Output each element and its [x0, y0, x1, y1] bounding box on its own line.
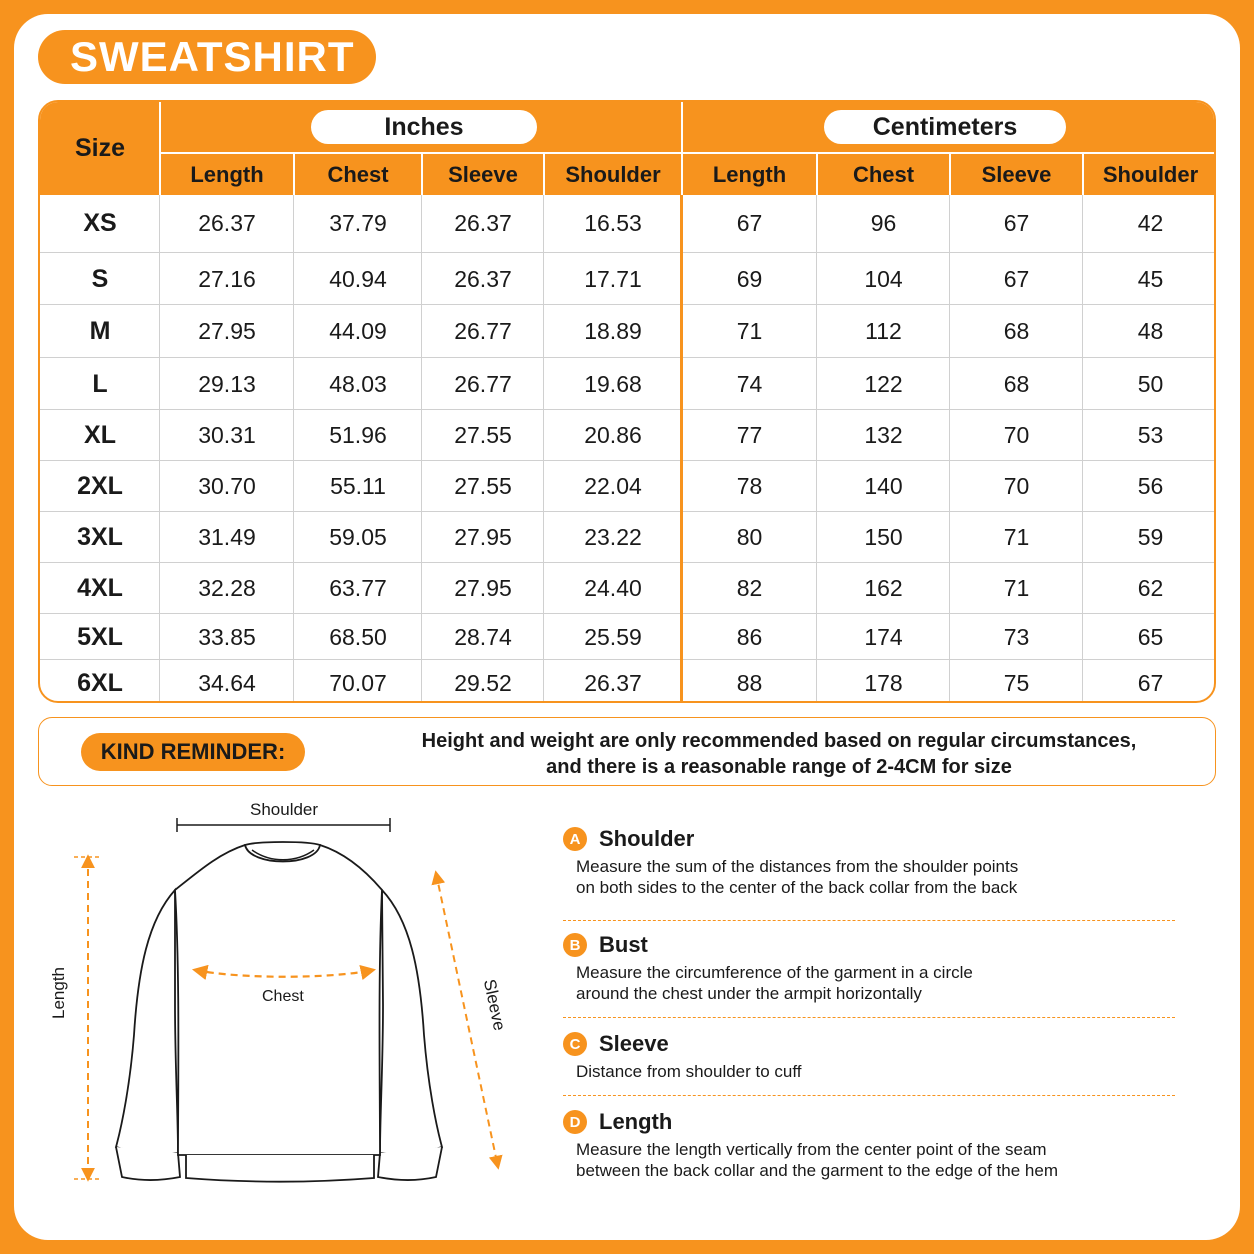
value-cell: 26.77 [454, 370, 512, 397]
measure-sleeve [563, 1031, 1183, 1082]
value-cell: 71 [736, 318, 763, 344]
size-cell: 6XL [77, 668, 123, 697]
value-cell: 174 [864, 623, 903, 650]
column-divider [159, 195, 160, 703]
value-cell: 68.50 [329, 623, 387, 650]
value-cell: 48.03 [329, 370, 387, 397]
value-cell: 67 [1003, 265, 1030, 292]
header-divider [159, 102, 161, 195]
value-cell: 67 [736, 210, 763, 236]
value-cell: 50 [1137, 370, 1164, 397]
value-cell: 16.53 [584, 210, 642, 236]
value-cell: 18.89 [584, 318, 642, 344]
header-divider [421, 152, 423, 195]
value-cell: 37.79 [329, 210, 387, 236]
value-cell: 59 [1137, 524, 1164, 550]
value-cell: 65 [1137, 623, 1164, 650]
value-cell: 29.13 [198, 370, 256, 397]
value-cell: 68 [1003, 318, 1030, 344]
value-cell: 40.94 [329, 265, 387, 292]
measure-desc: Distance from shoulder to cuff [576, 1062, 802, 1081]
col-inches-shoulder: Shoulder [565, 161, 661, 187]
value-cell: 62 [1137, 575, 1164, 601]
badge-b-icon: B [563, 933, 587, 957]
value-cell: 26.37 [454, 210, 512, 236]
table-row [40, 511, 1216, 563]
value-cell: 59.05 [329, 524, 387, 550]
measure-length [563, 1109, 1183, 1181]
value-cell: 44.09 [329, 318, 387, 344]
value-cell: 33.85 [198, 623, 256, 650]
value-cell: 150 [864, 524, 903, 550]
table-row [40, 562, 1216, 614]
value-cell: 96 [870, 210, 897, 236]
col-cm-chest: Chest [852, 161, 915, 187]
measure-desc: between the back collar and the garment to the edge of the hem [576, 1161, 1058, 1180]
reminder-text [359, 728, 1199, 780]
value-cell: 140 [864, 473, 903, 499]
reminder-label: KIND REMINDER: [81, 733, 305, 771]
value-cell: 22.04 [584, 473, 642, 499]
value-cell: 42 [1137, 210, 1164, 236]
value-cell: 162 [864, 575, 903, 601]
value-cell: 26.37 [454, 265, 512, 292]
measure-desc: Measure the length vertically from the center point of the seam [576, 1140, 1047, 1159]
measure-title: Sleeve [599, 1031, 669, 1056]
table-row [40, 659, 1216, 703]
value-cell: 32.28 [198, 575, 256, 601]
measure-title: Length [599, 1109, 673, 1134]
value-cell: 77 [736, 422, 763, 448]
value-cell: 67 [1137, 669, 1164, 696]
sleeve-label: Sleeve [479, 977, 510, 1033]
value-cell: 34.64 [198, 669, 256, 696]
kind-reminder [38, 717, 1216, 786]
measure-title: Bust [599, 932, 648, 957]
col-cm-length: Length [712, 161, 787, 187]
value-cell: 26.77 [454, 318, 512, 344]
value-cell: 20.86 [584, 422, 642, 448]
col-inches-sleeve: Sleeve [448, 161, 518, 187]
group-inches: Inches [311, 110, 537, 144]
header-divider [543, 152, 545, 195]
badge-d-icon: D [563, 1110, 587, 1134]
value-cell: 25.59 [584, 623, 642, 650]
value-cell: 19.68 [584, 370, 642, 397]
measure-desc: Measure the circumference of the garment in a circle [576, 963, 973, 982]
value-cell: 78 [736, 473, 763, 499]
sweatshirt-diagram [40, 795, 540, 1195]
value-cell: 55.11 [330, 473, 386, 499]
value-cell: 29.52 [454, 669, 512, 696]
value-cell: 88 [736, 669, 763, 696]
value-cell: 53 [1137, 422, 1164, 448]
badge-a-icon: A [563, 827, 587, 851]
table-header [40, 102, 1216, 195]
value-cell: 71 [1003, 524, 1030, 550]
value-cell: 122 [864, 370, 903, 397]
table-row [40, 304, 1216, 358]
size-cell: XL [84, 421, 116, 449]
value-cell: 27.95 [198, 318, 256, 344]
value-cell: 27.16 [198, 265, 256, 292]
value-cell: 27.95 [454, 524, 512, 550]
size-header: Size [74, 134, 126, 162]
size-cell: M [89, 317, 111, 345]
measure-bust [563, 932, 1183, 1004]
header-divider [293, 152, 295, 195]
value-cell: 67 [1003, 210, 1030, 236]
value-cell: 45 [1137, 265, 1164, 292]
measure-desc: Measure the sum of the distances from the shoulder points [576, 857, 1019, 876]
measure-title: Shoulder [599, 826, 695, 851]
value-cell: 17.71 [584, 265, 642, 292]
header-divider [681, 102, 683, 195]
header-divider [816, 152, 818, 195]
value-cell: 48 [1137, 318, 1164, 344]
table-row [40, 613, 1216, 660]
value-cell: 132 [864, 422, 903, 448]
value-cell: 68 [1003, 370, 1030, 397]
value-cell: 30.70 [198, 473, 256, 499]
measure-desc: around the chest under the armpit horizontally [576, 984, 922, 1003]
value-cell: 30.31 [198, 422, 256, 448]
value-cell: 26.37 [584, 669, 642, 696]
column-divider [543, 195, 544, 703]
header-divider [160, 152, 1216, 154]
group-centimeters: Centimeters [824, 110, 1066, 144]
section-divider [563, 1095, 1175, 1096]
size-cell: 2XL [77, 472, 123, 500]
column-divider [949, 195, 950, 703]
value-cell: 27.95 [454, 575, 512, 601]
col-inches-length: Length [190, 161, 264, 187]
column-divider [421, 195, 422, 703]
value-cell: 51.96 [329, 422, 387, 448]
table-row [40, 252, 1216, 305]
value-cell: 28.74 [454, 623, 512, 650]
value-cell: 69 [736, 265, 763, 292]
measure-desc: on both sides to the center of the back collar from the back [576, 878, 1018, 897]
value-cell: 27.55 [454, 422, 512, 448]
value-cell: 73 [1003, 623, 1030, 650]
table-row [40, 460, 1216, 512]
value-cell: 104 [864, 265, 903, 292]
col-cm-shoulder: Shoulder [1102, 161, 1199, 187]
size-cell: 5XL [77, 622, 123, 651]
column-divider [1082, 195, 1083, 703]
value-cell: 26.37 [198, 210, 256, 236]
table-row [40, 195, 1216, 252]
value-cell: 27.55 [454, 473, 512, 499]
table-row [40, 409, 1216, 461]
col-inches-chest: Chest [327, 161, 389, 187]
size-table [38, 100, 1216, 703]
header-divider [949, 152, 951, 195]
chest-label: Chest [262, 988, 304, 1005]
value-cell: 112 [865, 318, 902, 344]
value-cell: 23.22 [584, 524, 642, 550]
value-cell: 71 [1003, 575, 1030, 601]
value-cell: 82 [736, 575, 763, 601]
table-row [40, 357, 1216, 410]
value-cell: 80 [736, 524, 763, 550]
value-cell: 63.77 [329, 575, 387, 601]
value-cell: 24.40 [584, 575, 642, 601]
length-label: Length [49, 967, 68, 1019]
value-cell: 31.49 [198, 524, 256, 550]
size-cell: XS [83, 209, 117, 237]
value-cell: 75 [1003, 669, 1030, 696]
unit-divider [680, 195, 683, 703]
measure-shoulder [563, 826, 1183, 898]
value-cell: 70.07 [329, 669, 387, 696]
column-divider [816, 195, 817, 703]
column-divider [293, 195, 294, 703]
value-cell: 70 [1003, 473, 1030, 499]
size-cell: L [92, 369, 108, 398]
col-cm-sleeve: Sleeve [981, 161, 1052, 187]
section-divider [563, 1017, 1175, 1018]
size-cell: 3XL [77, 523, 123, 551]
header-divider [1082, 152, 1084, 195]
value-cell: 86 [736, 623, 763, 650]
section-divider [563, 920, 1175, 921]
size-cell: 4XL [77, 574, 123, 602]
value-cell: 178 [864, 669, 903, 696]
shoulder-label: Shoulder [250, 800, 319, 819]
value-cell: 70 [1003, 422, 1030, 448]
page-title: SWEATSHIRT [38, 30, 376, 84]
value-cell: 56 [1137, 473, 1164, 499]
size-cell: S [91, 264, 109, 293]
badge-c-icon: C [563, 1032, 587, 1056]
reminder-line-2: and there is a reasonable range of 2-4CM for size [546, 756, 1012, 778]
reminder-line-1: Height and weight are only recommended based on regular circumstances, [421, 730, 1137, 752]
value-cell: 74 [736, 370, 763, 397]
